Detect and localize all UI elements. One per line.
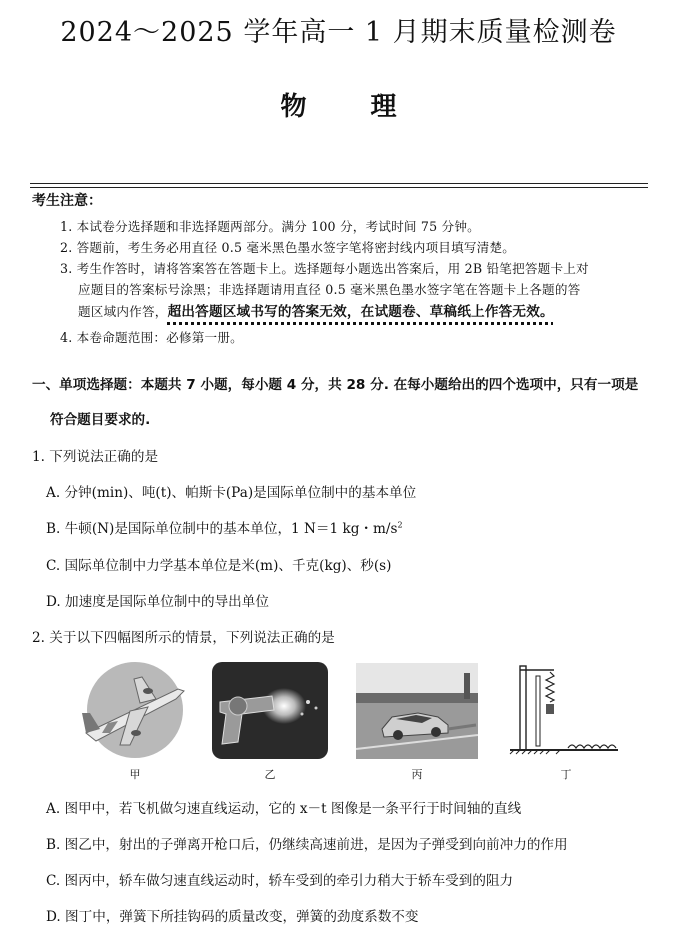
q1-option-d: D. 加速度是国际单位制中的导出单位 xyxy=(46,594,269,610)
caption-ding: 丁 xyxy=(560,768,572,781)
notice-item-3-tail: 题区域内作答， xyxy=(78,304,168,319)
caption-yi: 乙 xyxy=(264,768,276,781)
header-rule-top xyxy=(30,183,648,184)
notice-item-2: 2. 答题前，考生务必用直径 0.5 毫米黑色墨水签字笔将密封线内项目填写清楚。 xyxy=(60,240,516,255)
section-heading-line2: 符合题目要求的. xyxy=(50,412,151,428)
notice-item-4: 4. 本卷命题范围：必修第一册。 xyxy=(60,330,243,345)
q1-option-b-exponent: 2 xyxy=(397,520,403,530)
caption-jia: 甲 xyxy=(129,768,141,781)
notice-item-3-cont: 应题目的答案标号涂黑；非选择题请用直径 0.5 毫米黑色墨水签字笔在答题卡上各题的答 xyxy=(78,282,581,297)
subject-title: 物理 xyxy=(280,92,461,122)
q2-option-a: A. 图甲中，若飞机做匀速直线运动，它的 x－t 图像是一条平行于时间轴的直线 xyxy=(46,801,522,817)
car-photo xyxy=(356,663,478,759)
notice-item-3-cont2 xyxy=(78,300,554,320)
q1-option-b-text: B. 牛顿(N)是国际单位制中的基本单位，1 N＝1 kg・m/s xyxy=(46,521,398,537)
q1-stem: 1. 下列说法正确的是 xyxy=(32,449,159,465)
caption-bing: 丙 xyxy=(411,768,423,781)
revolver-photo xyxy=(212,662,328,759)
q1-option-a: A. 分钟(min)、吨(t)、帕斯卡(Pa)是国际单位制中的基本单位 xyxy=(46,485,417,501)
header-rule-bottom xyxy=(30,187,648,188)
q2-option-d: D. 图丁中，弹簧下所挂钩码的质量改变，弹簧的劲度系数不变 xyxy=(46,909,419,925)
q1-option-b xyxy=(46,517,403,537)
notice-item-3: 3. 考生作答时，请将答案答在答题卡上。选择题每小题选出答案后，用 2B 铅笔把答题卡上对 xyxy=(60,261,589,276)
section-heading-line1: 一、单项选择题：本题共 7 小题，每小题 4 分，共 28 分. 在每小题给出的四个选项中，只有一项是 xyxy=(32,377,639,393)
q2-stem: 2. 关于以下四幅图所示的情景，下列说法正确的是 xyxy=(32,630,335,646)
q1-option-c: C. 国际单位制中力学基本单位是米(m)、千克(kg)、秒(s) xyxy=(46,558,392,574)
notice-heading: 考生注意： xyxy=(32,193,102,209)
q2-option-c: C. 图丙中，轿车做匀速直线运动时，轿车受到的牵引力稍大于轿车受到的阻力 xyxy=(46,873,514,889)
notice-emphasis: 超出答题区域书写的答案无效，在试题卷、草稿纸上作答无效。 xyxy=(167,304,554,320)
airplane-photo xyxy=(78,661,193,759)
q2-option-b: B. 图乙中，射出的子弹离开枪口后，仍继续高速前进，是因为子弹受到向前冲力的作用 xyxy=(46,837,568,853)
exam-title: 2024～2025 学年高一 1 月期末质量检测卷 xyxy=(60,17,617,48)
notice-item-1: 1. 本试卷分选择题和非选择题两部分。满分 100 分，考试时间 75 分钟。 xyxy=(60,219,480,234)
spring-stand-diagram xyxy=(506,662,618,758)
